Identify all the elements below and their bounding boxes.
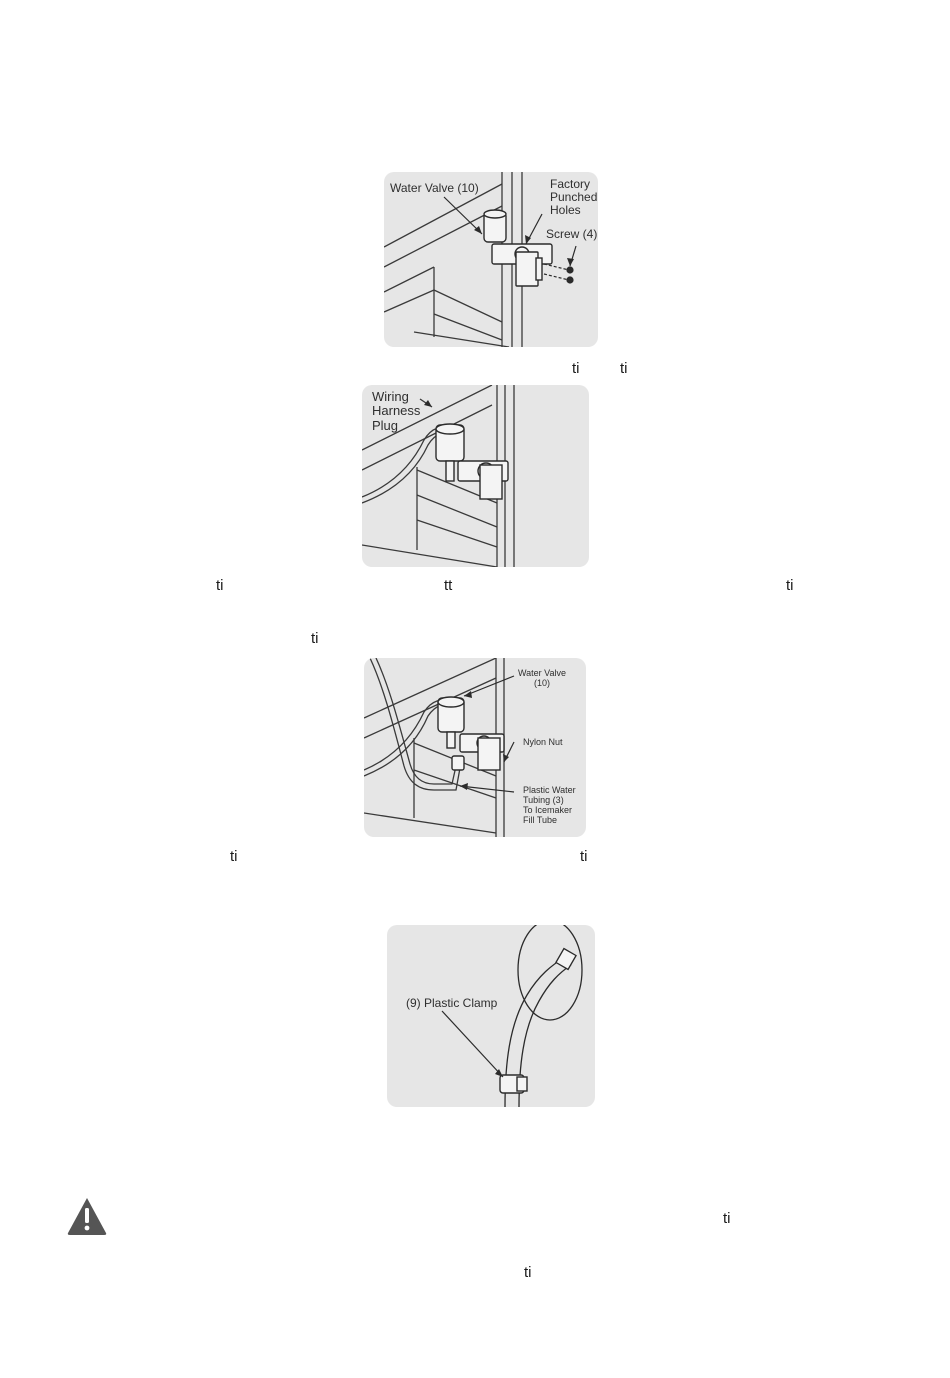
text-fragment: ti xyxy=(230,848,238,865)
text-fragment: ti xyxy=(620,360,628,377)
illustration-plastic-clamp xyxy=(387,925,595,1107)
label-plastic-clamp: (9) Plastic Clamp xyxy=(406,996,498,1010)
text-fragment: tt xyxy=(444,577,453,594)
text-fragment: ti xyxy=(524,1264,532,1281)
figure-plastic-clamp xyxy=(387,925,595,1107)
warning-triangle-icon xyxy=(66,1196,108,1236)
figure-water-valve-mounting xyxy=(384,172,598,347)
text-fragment: ti xyxy=(580,848,588,865)
figure-water-tubing xyxy=(364,658,586,837)
label-screw: Screw (4) xyxy=(546,227,598,241)
label-water-valve: Water Valve (10) xyxy=(518,668,567,688)
text-fragment: ti xyxy=(311,630,319,647)
label-plastic-water-tubing: Plastic Water Tubing (3) To Icemaker Fill Tube xyxy=(523,785,576,825)
label-nylon-nut: Nylon Nut xyxy=(523,737,563,747)
label-water-valve: Water Valve (10) xyxy=(390,181,479,195)
text-fragment: ti xyxy=(572,360,580,377)
text-fragment: ti xyxy=(786,577,794,594)
label-wiring-harness-plug: Wiring Harness Plug xyxy=(372,389,421,433)
label-factory-punched-holes: Factory Punched Holes xyxy=(550,177,598,218)
text-fragment: ti xyxy=(723,1210,731,1227)
figure-wiring-harness xyxy=(362,385,589,567)
text-fragment: ti xyxy=(216,577,224,594)
